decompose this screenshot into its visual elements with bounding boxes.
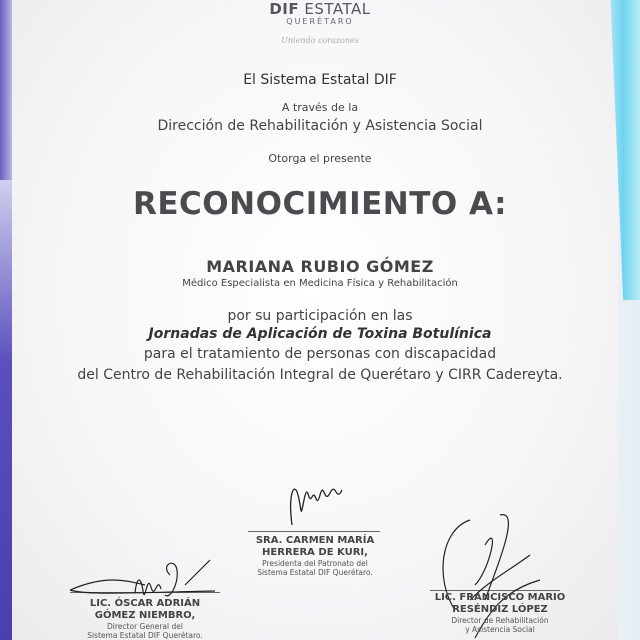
signatory-center: SRA. CARMEN MARÍA HERRERA DE KURI, Presidenta del Patronato del Sistema Estatal DIF Querétaro. [255,535,375,577]
recipient-name: MARIANA RUBIO GÓMEZ [206,257,434,276]
logo-dif-estatal: DIF ESTATAL [269,0,371,18]
issuer-department: Dirección de Rehabilitación y Asistencia Social [157,118,483,134]
signatory-left: LIC. ÓSCAR ADRIÁN GÓMEZ NIEMBRO, Director General del Sistema Estatal DIF Querétaro. [87,598,203,640]
recipient-specialty: Médico Especialista en Medicina Física y Rehabilitación [182,278,458,289]
issuer-via: A través de la [281,101,359,114]
certificate-title: RECONOCIMIENTO A: [133,186,507,222]
logo-state: QUERÉTARO [286,17,354,26]
body-line: para el tratamiento de personas con discapacidad [143,346,497,362]
signature-mark [280,475,360,535]
issuer: El Sistema Estatal DIF [243,72,397,88]
logo-slogan: Uniendo corazones [281,36,359,45]
signatory-right: LIC. FRANCISCO MARIO RESÉNDIZ LÓPEZ Director de Rehabilitación y Asistencia Social [434,592,566,634]
body-line: por su participación en las [227,308,413,324]
grants-text: Otorga el presente [268,152,372,165]
event-name: Jornadas de Aplicación de Toxina Botulínica [148,326,492,342]
body-line: del Centro de Rehabilitación Integral de Querétaro y CIRR Cadereyta. [77,367,563,383]
